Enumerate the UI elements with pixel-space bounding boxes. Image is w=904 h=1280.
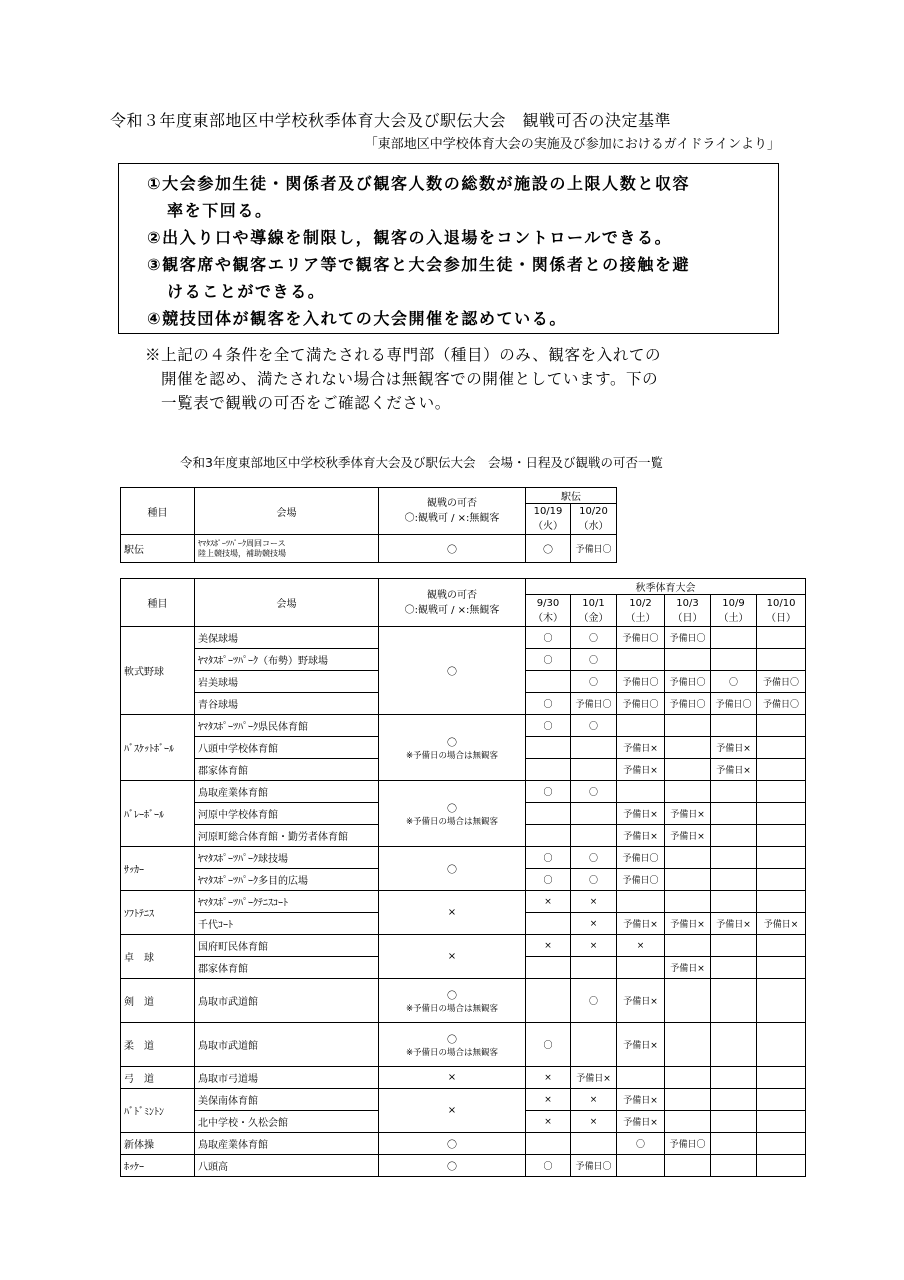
schedule-cell: 〇: [526, 627, 571, 649]
schedule-cell: [757, 1133, 806, 1155]
schedule-cell: [757, 1111, 806, 1133]
weekday-label: （日）: [766, 612, 797, 624]
schedule-cell: [711, 803, 757, 825]
venue-cell: 郡家体育館: [195, 759, 379, 781]
schedule-cell: 予備日〇: [571, 535, 617, 563]
schedule-cell: [711, 847, 757, 869]
criteria-box: [118, 163, 779, 334]
schedule-cell: [757, 781, 806, 803]
schedule-cell: 予備日〇: [665, 1133, 711, 1155]
header-event: 種目: [121, 488, 195, 535]
criterion-1: [147, 170, 768, 224]
event-name: 柔 道: [121, 1023, 195, 1067]
schedule-cell: 予備日〇: [571, 1155, 617, 1177]
event-name: 卓 球: [121, 935, 195, 979]
header-venue: 会場: [195, 579, 379, 627]
kansen-cell: [379, 627, 526, 715]
kansen-note: ※予備日の場合は無観客: [405, 1004, 499, 1014]
header-kansen-label: 観戦の可否: [427, 498, 477, 509]
weekday-label: （日）: [672, 612, 703, 624]
schedule-cell: [711, 649, 757, 671]
schedule-cell: [617, 649, 665, 671]
date-label: 10/19: [533, 506, 563, 517]
event-name: 剣 道: [121, 979, 195, 1023]
venue-cell: 千代ｺｰﾄ: [195, 913, 379, 935]
venue-cell: ﾔﾏﾀｽﾎﾟｰﾂﾊﾟｰｸ球技場: [195, 847, 379, 869]
schedule-cell: [711, 781, 757, 803]
schedule-cell: [711, 1111, 757, 1133]
schedule-cell: 予備日×: [711, 737, 757, 759]
schedule-cell: ×: [571, 1089, 617, 1111]
kansen-note: ※予備日の場合は無観客: [405, 817, 499, 827]
kansen-cell: [379, 1133, 526, 1155]
criterion-line: ④競技団体が観客を入れての大会開催を認めている。: [147, 309, 567, 328]
venue-cell: ﾔﾏﾀｽﾎﾟｰﾂﾊﾟｰｸ多目的広場: [195, 869, 379, 891]
kansen-cell: 〇: [379, 535, 526, 563]
schedule-cell: [617, 957, 665, 979]
schedule-cell: [526, 913, 571, 935]
venue-cell: 八頭高: [195, 1155, 379, 1177]
venue-cell: 河原中学校体育館: [195, 803, 379, 825]
schedule-cell: [571, 1133, 617, 1155]
kansen-mark: ×: [447, 1105, 457, 1116]
schedule-cell: [665, 759, 711, 781]
schedule-cell: [757, 979, 806, 1023]
schedule-cell: [711, 627, 757, 649]
table-row: [121, 935, 806, 957]
kansen-note: ※予備日の場合は無観客: [405, 1048, 499, 1058]
date-label: 10/2: [629, 597, 652, 609]
schedule-cell: 予備日×: [617, 825, 665, 847]
schedule-cell: 〇: [571, 649, 617, 671]
venue-cell: 国府町民体育館: [195, 935, 379, 957]
schedule-cell: 〇: [526, 781, 571, 803]
page-title: 令和３年度東部地区中学校秋季体育大会及び駅伝大会 観戦可否の決定基準: [110, 111, 672, 130]
schedule-cell: [757, 649, 806, 671]
schedule-cell: 予備日〇: [617, 693, 665, 715]
header-ekiden-group: 駅伝: [526, 488, 617, 504]
schedule-cell: [617, 891, 665, 913]
table-row: [121, 627, 806, 649]
event-name: ﾊﾞﾚｰﾎﾞｰﾙ: [121, 781, 195, 847]
schedule-cell: [665, 847, 711, 869]
venue-cell: 八頭中学校体育館: [195, 737, 379, 759]
schedule-cell: 予備日×: [571, 1067, 617, 1089]
criterion-line-cont: けることができる。: [167, 282, 326, 301]
kansen-mark: 〇: [447, 1035, 457, 1046]
note-line: 一覧表で観戦の可否をご確認ください。: [161, 394, 451, 412]
schedule-cell: 〇: [526, 1023, 571, 1067]
schedule-cell: [665, 1067, 711, 1089]
note-line: 開催を認め、満たされない場合は無観客での開催としています。下の: [161, 370, 659, 388]
schedule-cell: ×: [526, 1089, 571, 1111]
criterion-line: ③観客席や観客エリア等で観客と大会参加生徒・関係者との接触を避: [147, 255, 691, 274]
schedule-cell: 予備日×: [665, 803, 711, 825]
schedule-cell: 〇: [571, 979, 617, 1023]
schedule-cell: [757, 627, 806, 649]
schedule-cell: [757, 957, 806, 979]
schedule-cell: 〇: [526, 693, 571, 715]
schedule-cell: ×: [526, 1067, 571, 1089]
weekday-label: （水）: [578, 521, 609, 532]
schedule-cell: 〇: [571, 869, 617, 891]
schedule-cell: [665, 1111, 711, 1133]
schedule-cell: [665, 1023, 711, 1067]
schedule-cell: 〇: [526, 847, 571, 869]
weekday-label: （土）: [718, 612, 749, 624]
schedule-cell: 予備日〇: [571, 693, 617, 715]
event-name: ｿﾌﾄﾃﾆｽ: [121, 891, 195, 935]
schedule-cell: [757, 1155, 806, 1177]
venue-cell: 郡家体育館: [195, 957, 379, 979]
schedule-cell: ×: [526, 935, 571, 957]
table-row: [121, 847, 806, 869]
date-header: [617, 595, 665, 627]
schedule-cell: [665, 891, 711, 913]
venue-line: 陸上競技場，補助競技場: [198, 548, 286, 558]
schedule-cell: 〇: [526, 649, 571, 671]
schedule-cell: [757, 1067, 806, 1089]
venue-cell: 岩美球場: [195, 671, 379, 693]
schedule-cell: 予備日×: [617, 803, 665, 825]
criterion-2: [147, 224, 768, 251]
schedule-cell: [665, 869, 711, 891]
schedule-cell: ×: [571, 1111, 617, 1133]
schedule-cell: [526, 825, 571, 847]
schedule-cell: 予備日×: [617, 1023, 665, 1067]
schedule-cell: 予備日〇: [617, 869, 665, 891]
schedule-cell: [711, 1155, 757, 1177]
weekday-label: （土）: [625, 612, 656, 624]
schedule-cell: [665, 1089, 711, 1111]
schedule-cell: [526, 803, 571, 825]
table-row: [121, 1155, 806, 1177]
event-name: 駅伝: [121, 535, 195, 563]
schedule-cell: 予備日×: [665, 913, 711, 935]
schedule-cell: [526, 957, 571, 979]
venue-cell: 鳥取産業体育館: [195, 781, 379, 803]
schedule-cell: ×: [617, 935, 665, 957]
schedule-cell: [757, 825, 806, 847]
schedule-cell: [526, 1133, 571, 1155]
schedule-cell: [757, 715, 806, 737]
table-row: [121, 1133, 806, 1155]
schedule-cell: [665, 935, 711, 957]
kansen-cell: [379, 715, 526, 781]
schedule-cell: [617, 715, 665, 737]
kansen-mark: 〇: [447, 1140, 457, 1151]
schedule-cell: [665, 979, 711, 1023]
kansen-mark: 〇: [447, 865, 457, 876]
table-row: [121, 1089, 806, 1111]
event-name: ﾊﾞﾄﾞﾐﾝﾄﾝ: [121, 1089, 195, 1133]
header-kansen-legend: 〇:観戦可 / ×:無観客: [404, 513, 500, 524]
date-header: [757, 595, 806, 627]
table-row: [121, 979, 806, 1023]
schedule-cell: [571, 737, 617, 759]
event-name: ﾊﾞｽｹｯﾄﾎﾞｰﾙ: [121, 715, 195, 781]
schedule-cell: 予備日×: [665, 825, 711, 847]
kansen-mark: ×: [447, 1072, 457, 1083]
table-title: 令和3年度東部地区中学校秋季体育大会及び駅伝大会 会場・日程及び観戦の可否一覧: [180, 455, 663, 470]
criterion-4: [147, 305, 768, 332]
kansen-cell: [379, 1067, 526, 1089]
schedule-cell: ×: [526, 1111, 571, 1133]
schedule-cell: [526, 979, 571, 1023]
date-header: [711, 595, 757, 627]
venue-cell: 鳥取産業体育館: [195, 1133, 379, 1155]
schedule-cell: 予備日×: [617, 1111, 665, 1133]
schedule-cell: 予備日×: [617, 1089, 665, 1111]
schedule-cell: ×: [571, 891, 617, 913]
header-autumn-group: 秋季体育大会: [526, 579, 806, 595]
schedule-cell: 〇: [711, 671, 757, 693]
schedule-cell: 予備日〇: [617, 847, 665, 869]
venue-cell: 美保球場: [195, 627, 379, 649]
schedule-cell: 〇: [617, 1133, 665, 1155]
schedule-cell: 予備日×: [617, 759, 665, 781]
schedule-cell: [757, 803, 806, 825]
date-label: 10/9: [722, 597, 745, 609]
schedule-cell: [711, 979, 757, 1023]
schedule-cell: [571, 1023, 617, 1067]
kansen-mark: 〇: [447, 1162, 457, 1173]
date-label: 10/1: [582, 597, 605, 609]
schedule-cell: [571, 957, 617, 979]
schedule-cell: ×: [571, 935, 617, 957]
venue-cell: 北中学校・久松会館: [195, 1111, 379, 1133]
kansen-mark: 〇: [447, 991, 457, 1002]
schedule-cell: [711, 1089, 757, 1111]
date-header: [526, 504, 571, 535]
schedule-cell: [665, 649, 711, 671]
criterion-line-cont: 率を下回る。: [167, 201, 273, 220]
kansen-mark: ×: [447, 907, 457, 918]
venue-line: ﾔﾏﾀｽﾎﾟｰﾂﾊﾟｰｸ周回コース: [198, 538, 286, 548]
event-name: 新体操: [121, 1133, 195, 1155]
schedule-cell: [665, 737, 711, 759]
venue-cell: 鳥取市武道館: [195, 1023, 379, 1067]
schedule-cell: 予備日×: [757, 913, 806, 935]
page-subtitle: 「東部地区中学校体育大会の実施及び参加におけるガイドラインより」: [364, 137, 780, 152]
date-label: 9/30: [536, 597, 560, 609]
schedule-cell: 〇: [526, 535, 571, 563]
schedule-cell: [571, 825, 617, 847]
event-name: ﾎｯｹｰ: [121, 1155, 195, 1177]
schedule-cell: [757, 847, 806, 869]
schedule-cell: [757, 1089, 806, 1111]
table-row: [121, 1023, 806, 1067]
header-kansen-legend: 〇:観戦可 / ×:無観客: [404, 604, 500, 616]
schedule-cell: 予備日×: [711, 913, 757, 935]
schedule-cell: [571, 759, 617, 781]
schedule-cell: 〇: [571, 627, 617, 649]
weekday-label: （金）: [578, 612, 609, 624]
kansen-mark: ×: [447, 951, 457, 962]
venue-cell: ﾔﾏﾀｽﾎﾟｰﾂﾊﾟｰｸ県民体育館: [195, 715, 379, 737]
schedule-cell: 予備日〇: [617, 627, 665, 649]
autumn-table: [120, 578, 806, 1177]
header-kansen: [379, 488, 526, 535]
schedule-cell: [711, 935, 757, 957]
ekiden-table: [120, 487, 617, 563]
schedule-cell: [665, 1155, 711, 1177]
kansen-note: ※予備日の場合は無観客: [405, 751, 499, 761]
schedule-cell: 予備日〇: [757, 693, 806, 715]
schedule-cell: 〇: [571, 781, 617, 803]
kansen-cell: [379, 1023, 526, 1067]
schedule-cell: 〇: [571, 671, 617, 693]
weekday-label: （木）: [533, 612, 563, 624]
schedule-cell: ×: [526, 891, 571, 913]
schedule-cell: [757, 891, 806, 913]
date-header: [665, 595, 711, 627]
schedule-cell: [711, 891, 757, 913]
venue-cell: 鳥取市武道館: [195, 979, 379, 1023]
criterion-3: [147, 251, 768, 305]
kansen-cell: [379, 1155, 526, 1177]
header-event: 種目: [121, 579, 195, 627]
schedule-cell: 〇: [571, 715, 617, 737]
schedule-cell: [757, 935, 806, 957]
schedule-cell: [526, 737, 571, 759]
kansen-mark: 〇: [447, 667, 457, 678]
date-header: [571, 595, 617, 627]
schedule-cell: [617, 781, 665, 803]
venue-cell: ﾔﾏﾀｽﾎﾟｰﾂﾊﾟｰｸﾃﾆｽｺｰﾄ: [195, 891, 379, 913]
schedule-cell: 〇: [526, 1155, 571, 1177]
venue-cell: 美保南体育館: [195, 1089, 379, 1111]
schedule-cell: 予備日〇: [665, 693, 711, 715]
schedule-cell: [711, 869, 757, 891]
schedule-cell: 予備日×: [617, 737, 665, 759]
schedule-cell: 〇: [526, 869, 571, 891]
schedule-cell: [526, 759, 571, 781]
venue-cell: [195, 535, 379, 563]
table-row: [121, 781, 806, 803]
date-header: [571, 504, 617, 535]
schedule-cell: [711, 1023, 757, 1067]
header-venue: 会場: [195, 488, 379, 535]
header-kansen: [379, 579, 526, 627]
table-row: [121, 715, 806, 737]
schedule-cell: [757, 737, 806, 759]
event-name: 軟式野球: [121, 627, 195, 715]
schedule-cell: [665, 715, 711, 737]
event-name: ｻｯｶｰ: [121, 847, 195, 891]
venue-cell: 河原町総合体育館・勤労者体育館: [195, 825, 379, 847]
schedule-cell: [757, 759, 806, 781]
kansen-mark: 〇: [447, 804, 457, 815]
schedule-cell: [711, 1133, 757, 1155]
schedule-cell: 〇: [526, 715, 571, 737]
note-line: ※上記の４条件を全て満たされる専門部（種目）のみ、観客を入れての: [145, 346, 662, 364]
venue-cell: ﾔﾏﾀｽﾎﾟｰﾂﾊﾟｰｸ（布勢）野球場: [195, 649, 379, 671]
schedule-cell: 予備日〇: [711, 693, 757, 715]
schedule-cell: 予備日×: [617, 913, 665, 935]
schedule-cell: 予備日〇: [665, 671, 711, 693]
criterion-line: ①大会参加生徒・関係者及び観客人数の総数が施設の上限人数と収容: [147, 174, 691, 193]
schedule-cell: [757, 1023, 806, 1067]
schedule-cell: [526, 671, 571, 693]
venue-cell: 青谷球場: [195, 693, 379, 715]
header-kansen-label: 観戦の可否: [427, 589, 477, 601]
schedule-cell: [711, 1067, 757, 1089]
schedule-cell: [711, 715, 757, 737]
schedule-cell: ×: [571, 913, 617, 935]
kansen-mark: 〇: [447, 738, 457, 749]
schedule-cell: 〇: [571, 847, 617, 869]
schedule-cell: [617, 1155, 665, 1177]
date-label: 10/10: [766, 597, 796, 609]
schedule-cell: 予備日〇: [757, 671, 806, 693]
kansen-cell: [379, 935, 526, 979]
kansen-cell: [379, 847, 526, 891]
schedule-cell: 予備日〇: [617, 671, 665, 693]
table-row: [121, 1067, 806, 1089]
venue-cell: 鳥取市弓道場: [195, 1067, 379, 1089]
date-label: 10/20: [579, 506, 608, 517]
event-name: 弓 道: [121, 1067, 195, 1089]
date-label: 10/3: [676, 597, 699, 609]
schedule-cell: 予備日×: [617, 979, 665, 1023]
schedule-cell: [711, 825, 757, 847]
schedule-cell: 予備日〇: [665, 627, 711, 649]
schedule-cell: 予備日×: [711, 759, 757, 781]
date-header: [526, 595, 571, 627]
schedule-cell: [757, 869, 806, 891]
kansen-cell: [379, 1089, 526, 1133]
schedule-cell: [711, 957, 757, 979]
weekday-label: （火）: [533, 521, 563, 532]
kansen-cell: [379, 781, 526, 847]
schedule-cell: 予備日×: [665, 957, 711, 979]
kansen-cell: [379, 979, 526, 1023]
schedule-cell: [665, 781, 711, 803]
schedule-cell: [617, 1067, 665, 1089]
criterion-line: ②出入り口や導線を制限し，観客の入退場をコントロールできる。: [147, 228, 673, 247]
schedule-cell: [571, 803, 617, 825]
table-row: [121, 891, 806, 913]
note-paragraph: [145, 343, 795, 415]
kansen-cell: [379, 891, 526, 935]
